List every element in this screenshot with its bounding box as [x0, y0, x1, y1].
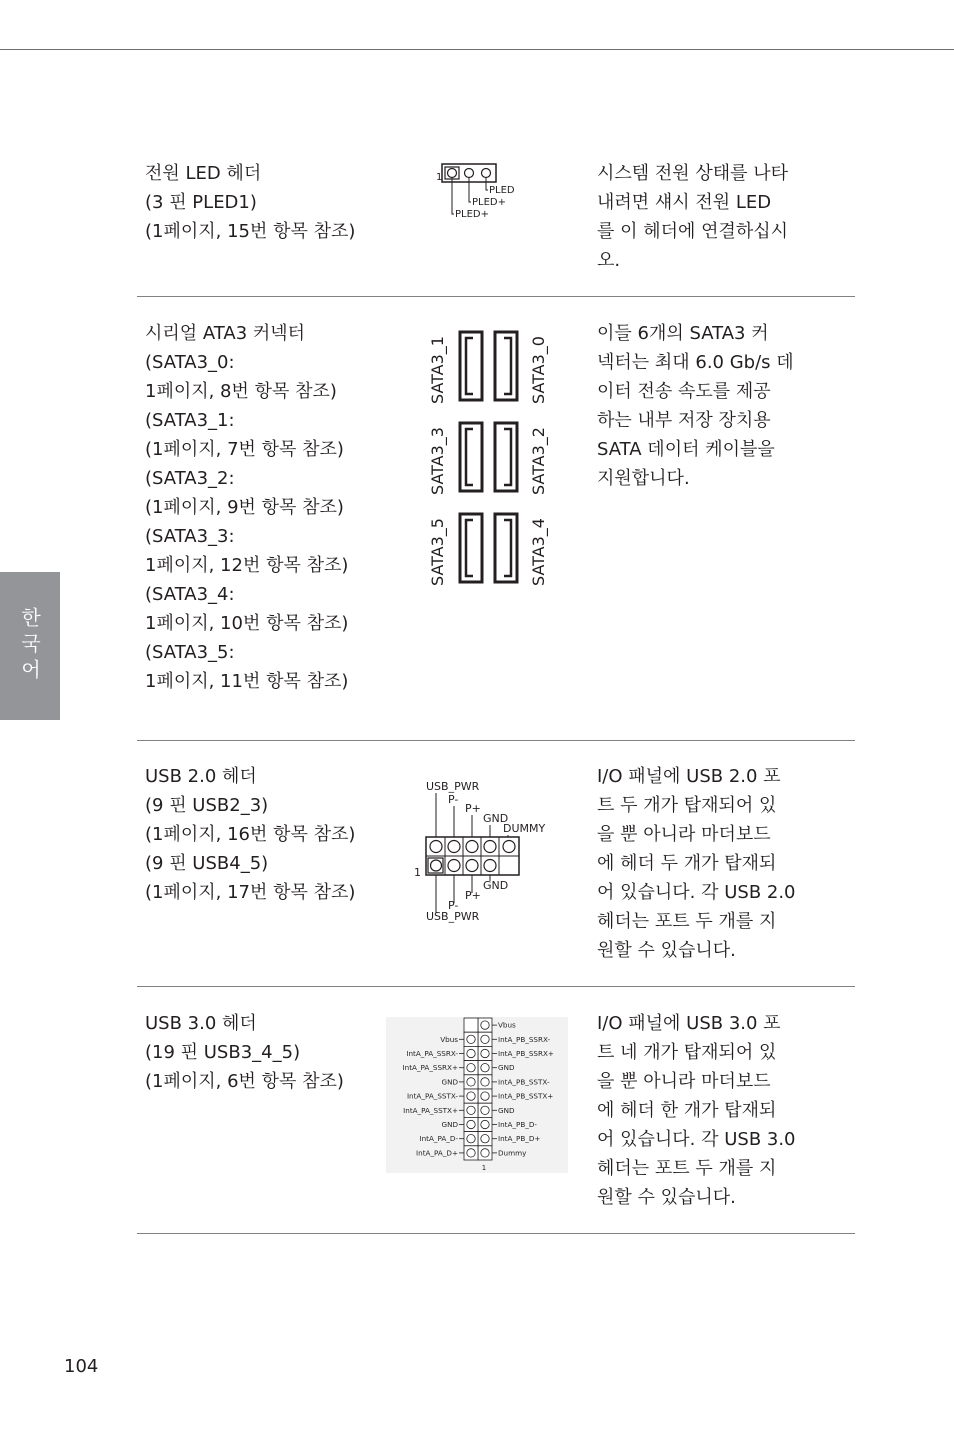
- text-line: 어 있습니다. 각 USB 2.0: [597, 882, 796, 903]
- text-line: 이터 전송 속도를 제공: [597, 381, 771, 402]
- sata-key: [504, 338, 511, 394]
- usb3-pin-label: GND: [441, 1077, 458, 1087]
- usb3-pin-label: GND: [498, 1105, 515, 1115]
- usb3-pin-cell: [478, 1061, 492, 1075]
- text-line: (1페이지, 9번 항목 참조): [145, 497, 344, 518]
- text-line: I/O 패널에 USB 2.0 포: [597, 766, 781, 787]
- usb2-pin: [466, 860, 478, 872]
- sata-label: SATA3_0: [529, 336, 548, 404]
- usb2-pin: [466, 841, 478, 853]
- sata-key: [504, 429, 511, 485]
- usb3-pin-cell: [464, 1046, 478, 1060]
- usb3-pin-cell: [464, 1117, 478, 1131]
- usb3-pin-label: Vbus: [498, 1020, 516, 1030]
- sata-key: [504, 520, 511, 576]
- usb3-pin-label: IntA_PB_SSRX-: [498, 1034, 551, 1044]
- text-line: I/O 패널에 USB 3.0 포: [597, 1013, 781, 1034]
- text-line: (9 핀 USB2_3): [145, 795, 269, 816]
- text-line: 넥터는 최대 6.0 Gb/s 데: [597, 352, 794, 373]
- sata-description: [145, 319, 385, 696]
- language-side-tab: [0, 572, 60, 720]
- sata-port-outline: [495, 332, 517, 400]
- text-line: 를 이 헤더에 연결하십시: [597, 221, 789, 242]
- pled-pin: [448, 169, 457, 178]
- usb3-pin-label: IntA_PB_SSRX+: [498, 1049, 554, 1058]
- sata-label: SATA3_4: [529, 518, 548, 586]
- sata-port-outline: [460, 423, 482, 491]
- pled-label: PLED+: [455, 209, 489, 220]
- text-line: (1페이지, 15번 항목 참조): [145, 221, 356, 242]
- usb3-pin-label: Dummy: [498, 1148, 527, 1158]
- text-line: 전원 LED 헤더: [145, 163, 262, 184]
- usb2-pin-label: USB_PWR: [426, 910, 480, 923]
- usb2-pin-label: USB_PWR: [426, 780, 480, 793]
- text-line: 원할 수 있습니다.: [597, 1187, 736, 1208]
- text-line: (1페이지, 7번 항목 참조): [145, 439, 344, 460]
- usb2-pin-label: P+: [465, 889, 481, 902]
- text-line: USB 2.0 헤더: [145, 766, 257, 787]
- usb2-pin1-label: 1: [414, 866, 421, 879]
- text-line: 시리얼 ATA3 커넥터: [145, 323, 306, 344]
- pled-header-diagram: [430, 160, 540, 225]
- usb3-pin-cell: [464, 1132, 478, 1146]
- usb3-pin-cell: [478, 1117, 492, 1131]
- text-line: 에 헤더 두 개가 탑재되: [597, 853, 777, 874]
- usb3-pin-cell: [478, 1132, 492, 1146]
- pled-lead: [452, 178, 454, 214]
- usb3-pin1-label: 1: [481, 1164, 487, 1172]
- text-line: (SATA3_3:: [145, 526, 235, 547]
- text-line: 트 네 개가 탑재되어 있: [597, 1042, 777, 1063]
- sata-port-outline: [495, 514, 517, 582]
- text-line: 지원합니다.: [597, 468, 690, 489]
- text-line: 어 있습니다. 각 USB 3.0: [597, 1129, 796, 1150]
- text-line: USB 3.0 헤더: [145, 1013, 257, 1034]
- pled-description: [145, 159, 385, 246]
- page-number: 104: [64, 1356, 99, 1377]
- usb2-pin: [430, 841, 442, 853]
- usb3-header-diagram: [386, 1017, 568, 1173]
- usb3-pin-cell: [478, 1032, 492, 1046]
- usb3-pin-label: IntA_PB_SSTX+: [498, 1091, 554, 1101]
- pled-pin: [482, 169, 491, 178]
- sata-label: SATA3_1: [428, 336, 447, 404]
- sata-port-outline: [460, 332, 482, 400]
- text-line: 트 두 개가 탑재되어 있: [597, 795, 777, 816]
- text-line: (1페이지, 6번 항목 참조): [145, 1071, 344, 1092]
- text-line: 1페이지, 11번 항목 참조): [145, 671, 349, 692]
- text-line: 1페이지, 10번 항목 참조): [145, 613, 349, 634]
- usb2-pin: [431, 860, 442, 871]
- usb2-explanation: [597, 762, 797, 965]
- usb3-pin-cell: [464, 1146, 478, 1160]
- usb2-pin: [448, 841, 460, 853]
- usb3-pin-label: IntA_PB_D+: [498, 1134, 541, 1144]
- text-line: 오.: [597, 250, 621, 271]
- text-line: (3 핀 PLED1): [145, 192, 257, 213]
- usb3-pin-cell: [464, 1032, 478, 1046]
- usb3-description: [145, 1009, 385, 1096]
- usb2-pin-label: GND: [483, 812, 509, 825]
- pled-label: PLED+: [472, 197, 506, 208]
- usb3-pin-label: IntA_PA_SSTX-: [406, 1091, 458, 1101]
- text-line: 이들 6개의 SATA3 커: [597, 323, 769, 344]
- usb3-pin-label: IntA_PA_SSTX+: [403, 1105, 458, 1115]
- sata-key: [466, 429, 473, 485]
- text-line: (1페이지, 17번 항목 참조): [145, 882, 356, 903]
- section-divider: [137, 986, 855, 987]
- usb3-pin-cell: [478, 1046, 492, 1060]
- section-divider: [137, 296, 855, 297]
- usb3-pin-label: GND: [441, 1120, 458, 1129]
- text-line: (1페이지, 16번 항목 참조): [145, 824, 356, 845]
- usb3-pin-cell: [464, 1075, 478, 1089]
- sata-label: SATA3_2: [529, 427, 548, 495]
- usb3-pin-cell: [464, 1061, 478, 1075]
- usb2-pin: [484, 841, 496, 853]
- pled-pin: [465, 169, 474, 178]
- pled-explanation: [597, 159, 797, 275]
- text-line: 을 뿐 아니라 마더보드: [597, 1071, 771, 1092]
- text-line: SATA 데이터 케이블을: [597, 439, 775, 460]
- usb3-pin-cell: [478, 1089, 492, 1103]
- usb3-pin-cell: [478, 1146, 492, 1160]
- top-rule: [0, 49, 954, 50]
- usb2-pin: [448, 860, 460, 872]
- usb2-pin-label: GND: [483, 879, 509, 892]
- usb3-pin-cell: [478, 1075, 492, 1089]
- usb3-explanation: [597, 1009, 797, 1212]
- sata-key: [466, 520, 473, 576]
- text-line: (SATA3_0:: [145, 352, 235, 373]
- text-line: 원할 수 있습니다.: [597, 940, 736, 961]
- text-line: 1페이지, 12번 항목 참조): [145, 555, 349, 576]
- sata-label: SATA3_5: [428, 518, 447, 586]
- usb3-pin-cell: [464, 1103, 478, 1117]
- sata-label: SATA3_3: [428, 427, 447, 495]
- usb3-pin-label: IntA_PA_D-: [419, 1134, 458, 1144]
- usb2-header-diagram: [410, 775, 560, 930]
- text-line: 을 뿐 아니라 마더보드: [597, 824, 771, 845]
- text-line: 하는 내부 저장 장치용: [597, 410, 771, 431]
- text-line: 시스템 전원 상태를 나타: [597, 163, 789, 184]
- usb3-empty-cell: [464, 1018, 478, 1032]
- usb3-pin-cell: [464, 1089, 478, 1103]
- usb2-pin-label: P+: [465, 802, 481, 815]
- sata-explanation: [597, 319, 797, 493]
- pled-lead: [486, 178, 488, 190]
- usb2-pin: [503, 841, 515, 853]
- section-divider: [137, 740, 855, 741]
- sata-key: [466, 338, 473, 394]
- usb3-pin-cell: [478, 1103, 492, 1117]
- text-line: (SATA3_5:: [145, 642, 235, 663]
- usb2-pin-label: P-: [448, 899, 459, 912]
- text-line: (9 핀 USB4_5): [145, 853, 269, 874]
- text-line: 헤더는 포트 두 개를 지: [597, 911, 777, 932]
- pin1-label: 1: [436, 172, 443, 183]
- usb2-pin-label: DUMMY: [503, 822, 546, 835]
- usb3-pin-label: IntA_PB_SSTX-: [498, 1077, 550, 1087]
- text-line: 내려면 섀시 전원 LED: [597, 192, 772, 213]
- usb3-pin-label: IntA_PA_D+: [416, 1148, 458, 1158]
- usb2-pin: [484, 860, 496, 872]
- usb2-pin-label: P-: [448, 793, 459, 806]
- text-line: 헤더는 포트 두 개를 지: [597, 1158, 777, 1179]
- text-line: (SATA3_4:: [145, 584, 235, 605]
- usb3-pin-label: IntA_PA_SSRX+: [402, 1063, 458, 1073]
- sata-connectors-diagram: [420, 325, 560, 590]
- sata-port-outline: [495, 423, 517, 491]
- usb3-pin-label: IntA_PB_D-: [498, 1120, 537, 1129]
- pled-label: PLED: [489, 185, 515, 196]
- text-line: 1페이지, 8번 항목 참조): [145, 381, 337, 402]
- text-line: (19 핀 USB3_4_5): [145, 1042, 301, 1063]
- sata-port-outline: [460, 514, 482, 582]
- usb3-pin-label: IntA_PA_SSRX-: [406, 1049, 458, 1058]
- text-line: 에 헤더 한 개가 탑재되: [597, 1100, 777, 1121]
- usb3-pin-label: Vbus: [440, 1034, 458, 1044]
- usb3-pin-label: GND: [498, 1063, 515, 1073]
- section-divider: [137, 1233, 855, 1234]
- usb3-pin-cell: [478, 1018, 492, 1032]
- side-tab-label: 한국어: [17, 607, 42, 685]
- text-line: (SATA3_2:: [145, 468, 235, 489]
- usb2-description: [145, 762, 385, 907]
- text-line: (SATA3_1:: [145, 410, 235, 431]
